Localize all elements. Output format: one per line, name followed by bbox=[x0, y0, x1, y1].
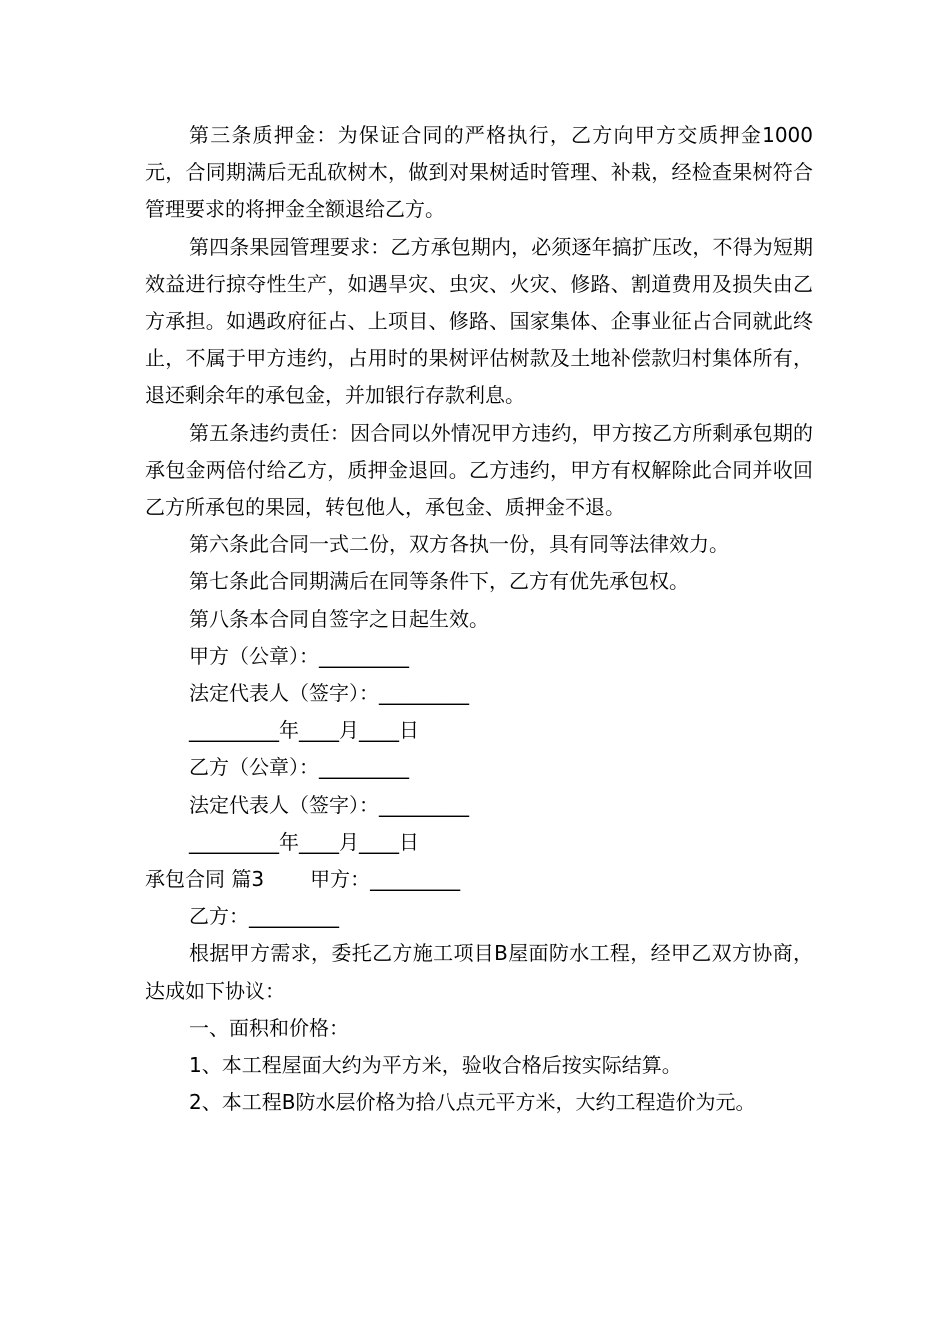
clause-5-breach-liability: 第五条违约责任：因合同以外情况甲方违约，甲方按乙方所剩承包期的承包金两倍付给乙方，质押金退回。乙方违约，甲方有权解除此合同并收回乙方所承包的果园，转包他人，承包金、质押金不退。 bbox=[145, 420, 813, 520]
heading-area-price: 一、面积和价格： bbox=[189, 1015, 349, 1040]
section-3-party-b: 乙方：_________ bbox=[189, 904, 339, 929]
clause-8-effective: 第八条本合同自签字之日起生效。 bbox=[189, 606, 489, 631]
section-3-intro: 根据甲方需求，委托乙方施工项目B屋面防水工程，经甲乙双方协商，达成如下协议： bbox=[145, 941, 813, 1003]
clause-4-orchard-management: 第四条果园管理要求：乙方承包期内，必须逐年搞扩压改，不得为短期效益进行掠夺性生产，如遇旱灾、虫灾、火灾、修路、割道费用及损失由乙方承担。如遇政府征占、上项目、修路、国家集体、企事业征占合同就此终止，不属于甲方违约，占用时的果树评估树款及土地补偿款归村集体所有，退还剩余年的承包金，并加银行存款利息。 bbox=[145, 234, 813, 408]
section-3-party-a: 甲方：_________ bbox=[310, 867, 461, 892]
party-a-seal-line: 甲方（公章）：_________ bbox=[189, 643, 409, 668]
document-body bbox=[145, 117, 813, 1121]
section-3-header-line bbox=[145, 861, 813, 898]
clause-6-copies: 第六条此合同一式二份，双方各执一份，具有同等法律效力。 bbox=[189, 532, 729, 557]
party-a-representative-line: 法定代表人（签字）：_________ bbox=[189, 681, 469, 706]
party-b-date-line: _________年____月____日 bbox=[189, 829, 419, 854]
party-a-date-line: _________年____月____日 bbox=[189, 718, 419, 743]
party-b-representative-line: 法定代表人（签字）：_________ bbox=[189, 792, 469, 817]
item-2-price: 2、本工程B防水层价格为拾八点元平方米，大约工程造价为元。 bbox=[189, 1090, 756, 1115]
item-1-area: 1、本工程屋面大约为平方米，验收合格后按实际结算。 bbox=[189, 1053, 682, 1078]
party-b-seal-line: 乙方（公章）：_________ bbox=[189, 755, 409, 780]
clause-7-priority: 第七条此合同期满后在同等条件下，乙方有优先承包权。 bbox=[189, 569, 689, 594]
clause-3-deposit: 第三条质押金：为保证合同的严格执行，乙方向甲方交质押金1000元，合同期满后无乱砍树木，做到对果树适时管理、补栽，经检查果树符合管理要求的将押金全额退给乙方。 bbox=[145, 123, 813, 222]
section-3-title: 承包合同 篇3 bbox=[145, 867, 265, 892]
